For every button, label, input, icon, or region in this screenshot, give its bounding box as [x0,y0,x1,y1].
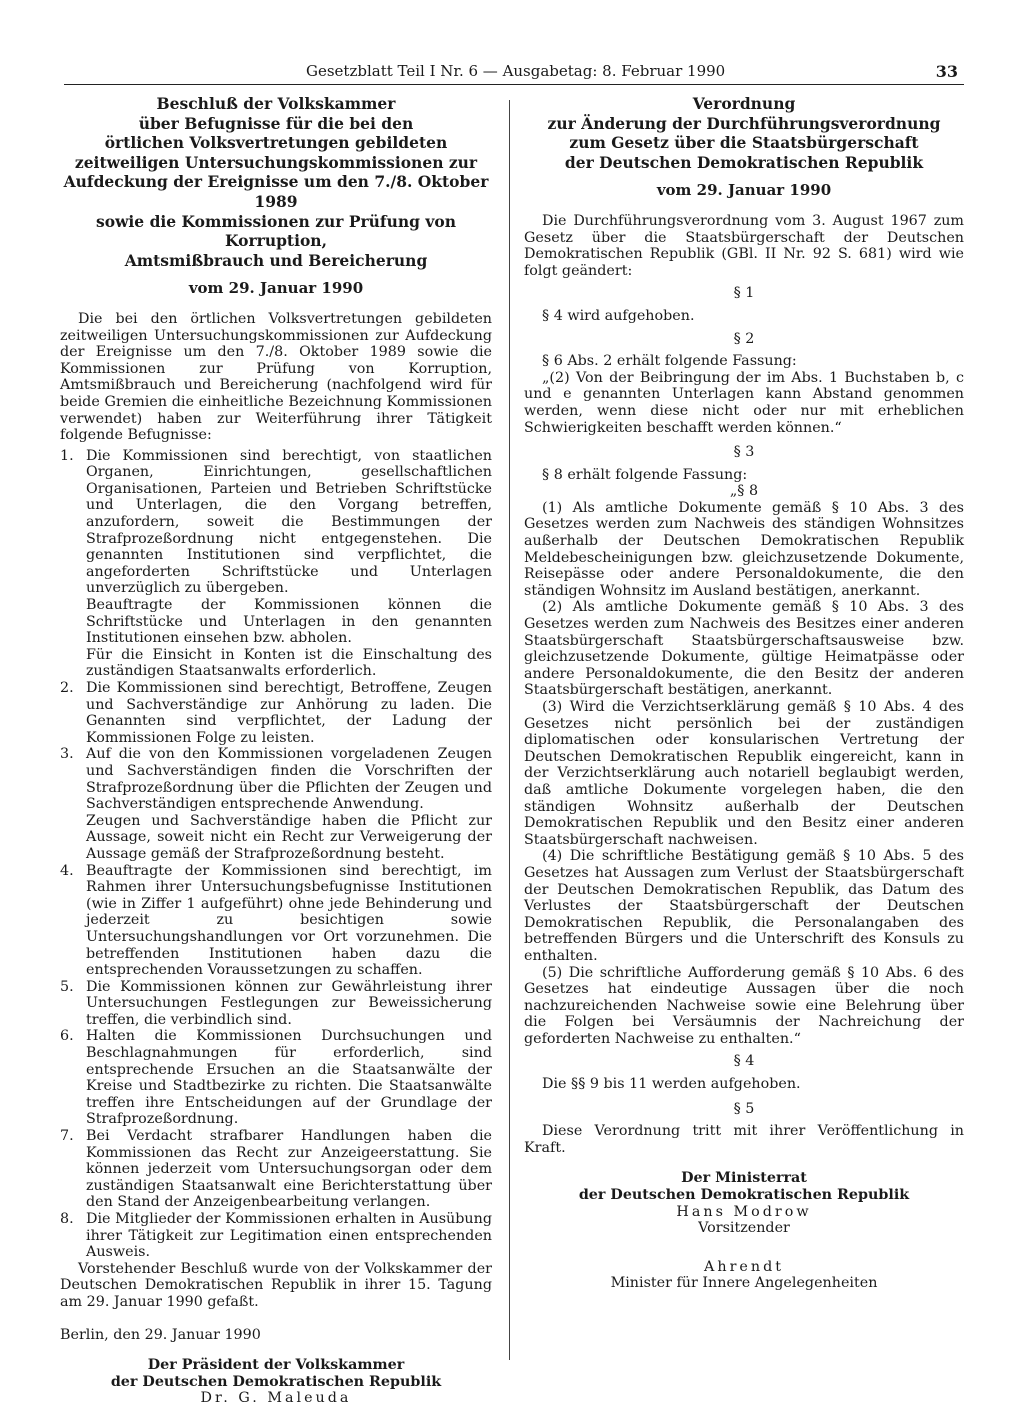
paragraph: (3) Wird die Verzichtserklärung gemäß § 10 Abs. 4 des Gesetzes nicht persönlich bei der zuständigen diplomatischen oder konsularischen Vertretung der Deutschen Demokratischen Republik eingereicht, kann in der Verzichtserklärung auch notariell beglaubigt werden, daß amtliche Dokumente vorgelegen haben, die den ständigen Wohnsitz außerhalb der Deutschen Demokratischen Republik und den Besitz einer anderen Staatsbürgerschaft nachweisen. [524,699,964,848]
signature-org: Der Präsident der Volkskammer [147,1357,405,1374]
section-quote: „(2) Von der Beibringung der im Abs. 1 Buchstaben b, c und e genannten Unterlagen kann Abstand genommen werden, wenn diese nicht oder nur mit erheblichen Schwierigkeiten beschafft werden können.“ [524,369,964,436]
item-number: 8. [60,1211,74,1227]
item-text: Die Mitglieder der Kommissionen erhalten in Ausübung ihrer Tätigkeit zur Legitimation einen entsprechenden Ausweis. [86,1211,492,1261]
list-item [60,979,492,1029]
heading-line: Aufdeckung der Ereignisse um den 7./8. Oktober 1989 [63,172,489,211]
header-title: Gesetzblatt Teil I Nr. 6 — Ausgabetag: 8. Februar 1990 [306,62,726,80]
section-heading: § 4 [733,1053,755,1070]
section-heading: § 2 [733,330,755,347]
befugnisse-list [60,448,492,1261]
signature-org: der Deutschen Demokratischen Republik [110,1373,442,1390]
item-number: 1. [60,447,74,464]
verordnung-intro: Die Durchführungsverordnung vom 3. August 1967 zum Gesetz über die Staatsbürgerschaft der Deutschen Demokratischen Republik (GBl. II Nr. 92 S. 681) wird wie folgt geändert: [524,212,964,279]
item-text: Zeugen und Sachverständige haben die Pflicht zur Aussage, soweit nicht ein Recht zur Verweigerung der Aussage gemäß der Strafprozeßordnung besteht. [86,812,492,862]
section-text: § 8 erhält folgende Fassung: [542,466,748,483]
beschluss-closing: Vorstehender Beschluß wurde von der Volkskammer der Deutschen Demokratischen Republik in ihrer 15. Tagung am 29. Januar 1990 gefaßt. [60,1260,492,1310]
item-text: Die Kommissionen können zur Gewährleistung ihrer Untersuchungen Festlegungen zur Beweissicherung treffen, die verbindlich sind. [86,978,492,1028]
item-number: 2. [60,680,74,696]
heading-line: zeitweiligen Untersuchungskommissionen zur [74,152,478,172]
beschluss-place-date: Berlin, den 29. Januar 1990 [60,1326,261,1343]
page-header [64,62,964,84]
beschluss-heading [60,94,492,270]
item-text: Halten die Kommissionen Durchsuchungen und Beschlagnahmungen für erforderlich, sind entsprechende Ersuchen an die Staatsanwälte der Kreise und Stadtbezirke zu richten. Die Staatsanwälte treffen ihre Entscheidungen auf der Grundlage der Strafprozeßordnung. [86,1028,492,1128]
heading-line: über Befugnisse für die bei den [138,113,414,133]
heading-line: örtlichen Volksvertretungen gebildeten [104,133,448,153]
signature-org: der Deutschen Demokratischen Republik [578,1187,910,1204]
beschluss-date: vom 29. Januar 1990 [188,279,364,298]
paragraph: (5) Die schriftliche Aufforderung gemäß § 10 Abs. 6 des Gesetzes hat eindeutige Aussagen über die noch nachzureichenden Nachweise sowie eine Belehrung über die Folgen bei Versäumnis der Nachreichung der geforderten Nachweise zu enthalten.“ [524,964,964,1047]
item-text: Beauftragte der Kommissionen können die Schriftstücke und Unterlagen in den genannten Institutionen einsehen bzw. abholen. [86,597,492,647]
list-item [60,746,492,862]
item-number: 5. [60,978,74,995]
heading-line: Verordnung [692,94,796,113]
signature-role: Vorsitzender [698,1220,790,1237]
section-heading: § 3 [733,444,755,461]
list-item [60,448,492,680]
item-text: Auf die von den Kommissionen vorgeladenen Zeugen und Sachverständigen finden die Vorschriften der Strafprozeßordnung über die Pflichten der Zeugen und Sachverständigen entsprechende Anwendung. [86,746,492,813]
header-rule [64,84,964,85]
item-text: Bei Verdacht strafbarer Handlungen haben die Kommissionen das Recht zur Anzeigeerstattung. Sie können jederzeit vom Untersuchungsorgan oder dem zuständigen Staatsanwalt eine Berichterstattung über den Stand der Anzeigenbearbeitung verlangen. [86,1128,492,1211]
signature-org: Der Ministerrat [681,1170,807,1187]
item-text: Die Kommissionen sind berechtigt, Betroffene, Zeugen und Sachverständige zur Anhörung zu laden. Die Genannten sind verpflichtet, der Ladung der Kommissionen Folge zu leisten. [86,680,492,746]
verordnung-heading [524,94,964,172]
list-item [60,1128,492,1211]
heading-line: der Deutschen Demokratischen Republik [564,152,924,172]
signature-name: Dr. G. Maleuda [200,1390,352,1407]
list-item [60,1028,492,1128]
signature-name: Hans Modrow [676,1203,812,1220]
beschluss-intro: Die bei den örtlichen Volksvertretungen gebildeten zeitweiligen Untersuchungskommissionen zur Aufdeckung der Ereignisse um den 7./8. Oktober 1989 sowie die Kommissionen zur Prüfung von Korruption, Amtsmißbrauch und Bereicherung (nachfolgend wird für beide Gremien die einheitliche Bezeichnung Kommissionen verwendet) haben zur Weiterführung ihrer Tätigkeit folgende Befugnisse: [60,310,492,444]
column-divider [509,100,510,1360]
item-number: 7. [60,1128,74,1145]
item-number: 4. [60,862,74,879]
verordnung-date: vom 29. Januar 1990 [656,181,832,200]
list-item [60,1211,492,1261]
right-column [524,94,964,1292]
list-item [60,863,492,979]
paragraph: (2) Als amtliche Dokumente gemäß § 10 Abs. 3 des Gesetzes werden zum Nachweis des Besitzes einer anderen Staatsbürgerschaft Staatsbürgerschaftsausweise bzw. gleichzusetzende Dokumente, gültige Heimatpässe oder andere Personaldokumente, die den Besitz der anderen Staatsbürgerschaft bestätigen, anerkannt. [524,599,964,699]
heading-line: zur Änderung der Durchführungsverordnung [547,113,941,133]
section-heading: § 1 [733,285,755,302]
section-heading: § 5 [733,1100,755,1117]
section-text: § 6 Abs. 2 erhält folgende Fassung: [542,353,797,370]
heading-line: sowie die Kommissionen zur Prüfung von Korruption, [96,211,456,251]
section-text: Die §§ 9 bis 11 werden aufgehoben. [542,1076,801,1093]
item-text: Die Kommissionen sind berechtigt, von staatlichen Organen, Einrichtungen, gesellschaftlichen Organisationen, Parteien und Betrieben Schriftstücke und Unterlagen, die den Vorgang betreffen, anzufordern, soweit die Bestimmungen der Strafprozeßordnung nicht entgegenstehen. Die genannten Institutionen sind verpflichtet, die angeforderten Schriftstücke und Unterlagen unverzüglich zu übergeben. [86,447,492,597]
paragraph: (4) Die schriftliche Bestätigung gemäß § 10 Abs. 5 des Gesetzes hat Aussagen zum Verlust der Staatsbürgerschaft der Deutschen Demokratischen Republik, das Datum des Verlustes der Staatsbürgerschaft der Deutschen Demokratischen Republik, die Personalangaben des betreffenden Bürgers und die Unterschrift des Konsuls zu enthalten. [524,848,964,964]
heading-line: Amtsmißbrauch und Bereicherung [124,250,428,270]
section-text: Diese Verordnung tritt mit ihrer Veröffentlichung in Kraft. [524,1123,964,1156]
item-text: Beauftragte der Kommissionen sind berechtigt, im Rahmen ihrer Untersuchungsbefugnisse Institutionen (wie in Ziffer 1 aufgeführt) ohne jede Behinderung und jederzeit zu besichtigen sowie Untersuchungshandlungen vor Ort vorzunehmen. Die betreffenden Institutionen haben dazu die entsprechenden Voraussetzungen zu schaffen. [86,862,492,979]
item-number: 6. [60,1028,74,1045]
item-number: 3. [60,746,74,763]
signature-block [524,1170,964,1292]
section-text: § 4 wird aufgehoben. [542,307,695,324]
list-item [60,680,492,746]
paragraph: (1) Als amtliche Dokumente gemäß § 10 Abs. 3 des Gesetzes werden zum Nachweis des ständigen Wohnsitzes außerhalb der Deutschen Demokratischen Republik Meldebescheinigungen bzw. gleichzusetzende Dokumente, Reisepässe oder andere Personaldokumente, die den ständigen Wohnsitz im Ausland bestätigen, anerkannt. [524,499,964,599]
heading-line: Beschluß der Volkskammer [156,94,396,113]
item-text: Für die Einsicht in Konten ist die Einschaltung des zuständigen Staatsanwalts erforderlich. [86,646,492,680]
signature-name: Ahrendt [704,1258,784,1275]
quote-heading: „§ 8 [729,483,759,500]
left-column [60,94,492,1407]
signature-role: Minister für Innere Angelegenheiten [610,1275,878,1292]
page-number: 33 [935,62,958,81]
heading-line: zum Gesetz über die Staatsbürgerschaft [569,133,919,153]
signature-block [60,1357,492,1407]
